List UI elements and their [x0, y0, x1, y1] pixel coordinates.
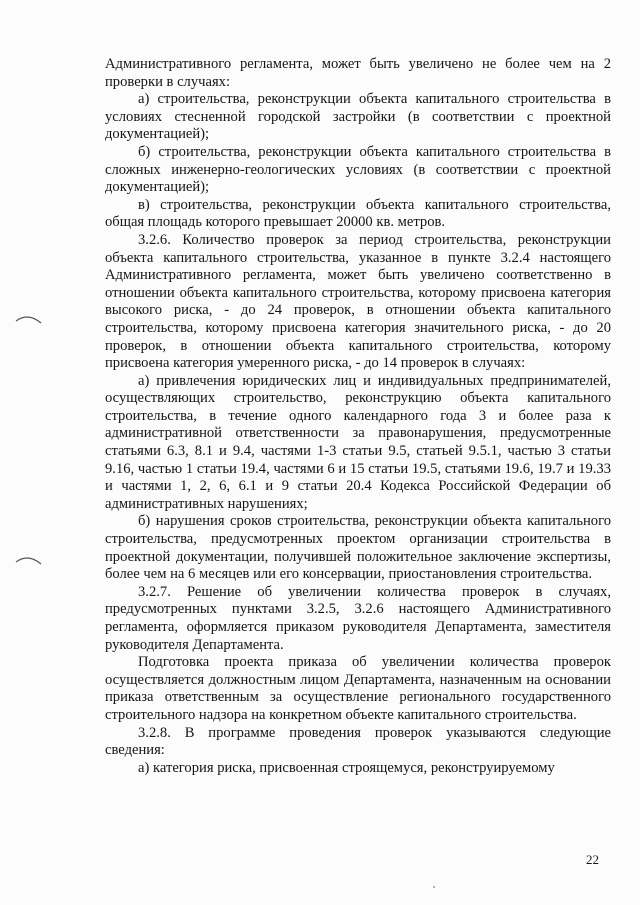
- paragraph-item-a: а) строительства, реконструкции объекта капитального строительства в условиях стесненной городской застройки (в соответствии с проектной документацией);: [105, 91, 611, 143]
- paragraph-3-2-8: 3.2.8. В программе проведения проверок указываются следующие сведения:: [105, 724, 611, 759]
- margin-mark-icon: [14, 311, 44, 325]
- scan-speck: [433, 886, 435, 888]
- document-body: [105, 56, 611, 777]
- paragraph-3-2-8-item-a: а) категория риска, присвоенная строящемуся, реконструируемому: [138, 759, 555, 776]
- paragraph-3-2-7: 3.2.7. Решение об увеличении количества проверок в случаях, предусмотренных пунктами 3.2.5, 3.2.6 настоящего Административного регламента, оформляется приказом руководителя Департамента, заместителя руководителя Департамента.: [105, 583, 611, 653]
- paragraph-3-2-6-item-b: б) нарушения сроков строительства, реконструкции объекта капитального строительства, предусмотренных проектом организации строительства в проектной документации, получившей положительное заключение экспертизы, более чем на 6 месяцев или его консервации, приостановления строительства.: [105, 513, 611, 583]
- paragraph-order-preparation: Подготовка проекта приказа об увеличении количества проверок осуществляется должностным лицом Департамента, назначенным на основании приказа ответственным за осуществление регионального государственного строительного надзора на конкретном объекте капитального строительства.: [105, 654, 611, 723]
- paragraph-3-2-6: 3.2.6. Количество проверок за период строительства, реконструкции объекта капитального строительства, указанное в пункте 3.2.4 настоящего Административного регламента, может быть увеличено соответственно в отношении объекта капитального строительства, которому присвоена категория высокого риска, - до 24 проверок, в отношении объекта капитального строительства, которому присвоена категория значительного риска, - до 20 проверок, в отношении объекта капитального строительства, которому присвоена категория умеренного риска, - до 14 проверок в случаях:: [105, 231, 611, 372]
- margin-mark-icon: [14, 552, 44, 566]
- paragraph-continuation: Административного регламента, может быть увеличено не более чем на 2 проверки в случаях:: [105, 56, 611, 90]
- page-number: 22: [586, 852, 599, 867]
- paragraph-3-2-6-item-a: а) привлечения юридических лиц и индивидуальных предпринимателей, осуществляющих строительство, реконструкцию объекта капитального строительства, в течение одного календарного года 3 и более раза к административной ответственности за правонарушения, предусмотренные статьями 6.3, 8.1 и 9.4, частями 1-3 статьи 9.5, статьей 9.5.1, частью 3 статьи 9.16, частью 1 статьи 19.4, частями 6 и 15 статьи 19.5, статьями 19.6, 19.7 и 19.33 и частями 1, 2, 6, 6.1 и 9 статьи 20.4 Кодекса Российской Федерации об административных нарушениях;: [105, 372, 611, 512]
- paragraph-item-v: в) строительства, реконструкции объекта капитального строительства, общая площадь которого превышает 20000 кв. метров.: [105, 196, 611, 231]
- paragraph-item-b: б) строительства, реконструкции объекта капитального строительства в сложных инженерно-геологических условиях (в соответствии с проектной документацией);: [105, 143, 611, 196]
